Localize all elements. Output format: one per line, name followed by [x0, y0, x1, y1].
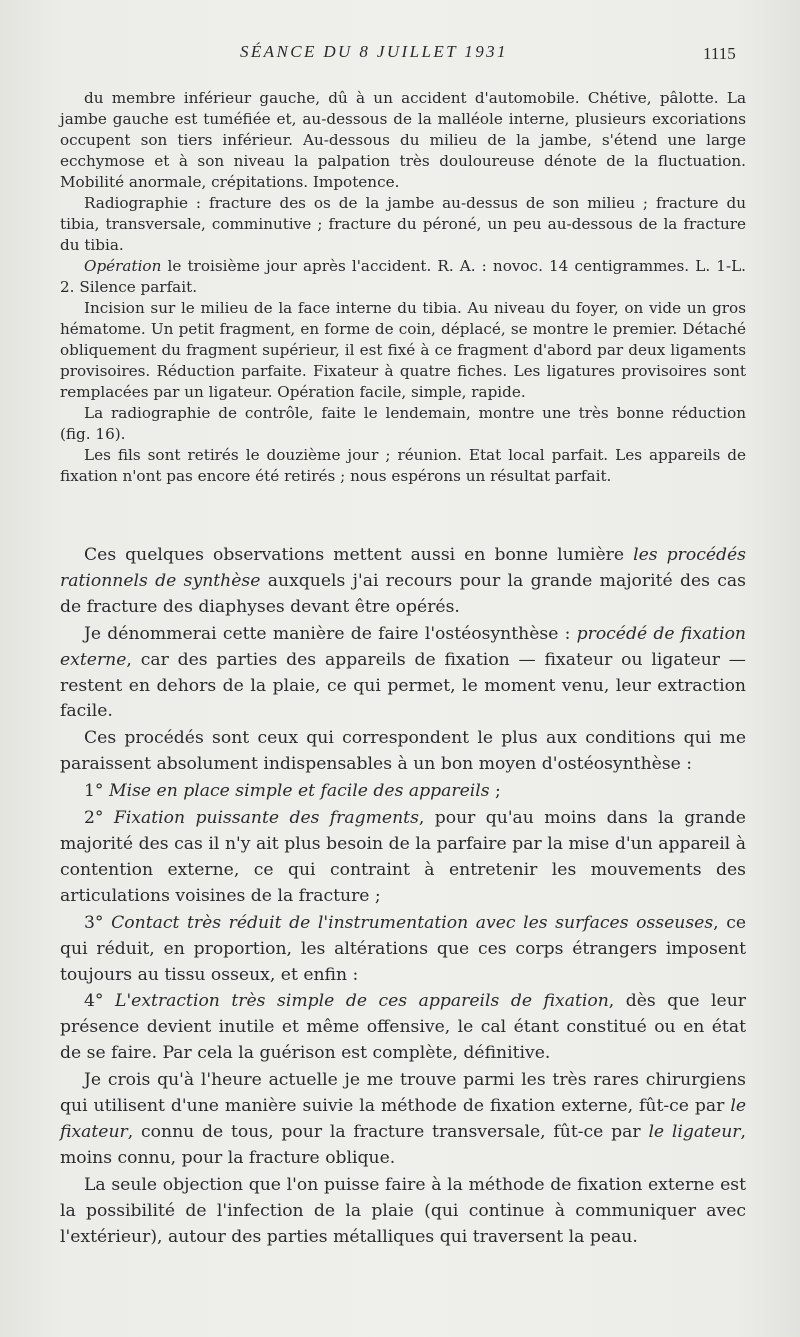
- main-paragraph-8: [60, 1068, 746, 1172]
- text-run: ;: [489, 781, 501, 802]
- text-run: auxquels j'ai recours pour la grande majorité des cas de fracture des diaphyses devant être opérés.: [60, 570, 747, 617]
- text-run: Ces quelques observations mettent aussi en bonne lumière: [84, 545, 634, 565]
- case-report-block: [60, 88, 746, 487]
- case-paragraph-5: La radiographie de contrôle, faite le lendemain, montre une très bonne réduction (fig. 16).: [60, 404, 746, 443]
- text-run: Je crois qu'à l'heure actuelle je me trouve parmi les très rares chirurgiens qui utilisent d'une manière suivie la méthode de fixation externe, fût-ce par: [60, 1070, 746, 1117]
- text-run: , dès que leur présence devient inutile et même offensive, le cal étant constitué ou en état de se faire. Par cela la guérison est complète, définitive.: [60, 991, 746, 1064]
- text-run: , pour qu'au moins dans la grande majorité des cas il n'y ait plus besoin de la parfaire par la mise d'un appareil à contention externe, ce qui contraint à entretenir les mouvements des articulations voisines de la fracture ;: [60, 808, 746, 906]
- case-paragraph-3-rest: le troisième jour après l'accident. R. A. : novoc. 14 centigrammes. L. 1-L. 2. Silence parfait.: [60, 257, 746, 296]
- main-paragraph-1: [60, 543, 746, 621]
- italic-run: Mise en place simple et facile des appareils: [109, 781, 490, 802]
- page-number: 1115: [703, 44, 736, 63]
- header-title: SÉANCE DU 8 JUILLET 1931: [240, 42, 508, 61]
- italic-run: le fixateur: [60, 1096, 746, 1142]
- case-paragraph-3-italic: Opération: [84, 257, 162, 275]
- main-text-block: [60, 543, 746, 1250]
- case-paragraph-6: Les fils sont retirés le douzième jour ; réunion. Etat local parfait. Les appareils de fixation n'ont pas encore été retirés ; nous espérons un résultat parfait.: [60, 446, 746, 485]
- case-paragraph-1: du membre inférieur gauche, dû à un accident d'automobile. Chétive, pâlotte. La jambe gauche est tuméfiée et, au-dessous de la malléole interne, plusieurs excoriations occupent son tiers inférieur. Au-dessous du milieu de la jambe, s'étend une large ecchymose et à son niveau la palpation très douloureuse dénote de la fluctuation. Mobilité anormale, crépitations. Impotence.: [60, 89, 746, 191]
- condition-4: [60, 989, 746, 1067]
- italic-run: Contact très réduit de l'instrumentation avec les surfaces osseuses: [111, 912, 714, 933]
- text-run: , ce qui réduit, en proportion, les altérations que ces corps étrangers imposent toujours au tissu osseux, et enfin :: [60, 912, 747, 985]
- main-paragraph-2: [60, 622, 746, 726]
- text-run: 1°: [84, 781, 109, 802]
- main-paragraph-3: Ces procédés sont ceux qui correspondent le plus aux conditions qui me paraissent absolument indispensables à un bon moyen d'ostéosynthèse :: [60, 728, 746, 775]
- case-paragraph-2: Radiographie : fracture des os de la jambe au-dessus de son milieu ; fracture du tibia, transversale, comminutive ; fracture du péroné, un peu au-dessous de la fracture du tibia.: [60, 194, 746, 254]
- italic-run: Fixation puissante des fragments: [113, 808, 419, 829]
- case-paragraph-3: [60, 256, 746, 298]
- text-run: , connu de tous, pour la fracture transversale, fût-ce par: [127, 1121, 649, 1142]
- italic-run: L'extraction très simple de ces appareils de fixation: [115, 991, 609, 1012]
- text-run: , moins connu, pour la fracture oblique.: [60, 1121, 746, 1168]
- text-run: 4°: [84, 991, 116, 1012]
- text-run: 2°: [84, 808, 114, 829]
- italic-run: le ligateur: [648, 1121, 741, 1142]
- text-run: , car des parties des appareils de fixation — fixateur ou ligateur — restent en dehors de la plaie, ce qui permet, le moment venu, leur extraction facile.: [60, 649, 746, 722]
- running-header: [0, 42, 800, 66]
- italic-run: procédé de fixation externe: [60, 623, 746, 670]
- text-run: 3°: [84, 912, 112, 933]
- main-paragraph-9: La seule objection que l'on puisse faire à la méthode de fixation externe est la possibilité de l'infection de la plaie (qui continue à communiquer avec l'extérieur), autour des parties métalliques qui traversent la peau.: [60, 1174, 746, 1247]
- condition-3: [60, 911, 746, 989]
- condition-2: [60, 806, 746, 910]
- italic-run: les procédés rationnels de synthèse: [60, 545, 746, 591]
- case-paragraph-4: Incision sur le milieu de la face interne du tibia. Au niveau du foyer, on vide un gros hématome. Un petit fragment, en forme de coin, déplacé, se montre le premier. Détaché obliquement du fragment supérieur, il est fixé à ce fragment d'abord par deux ligaments provisoires. Réduction parfaite. Fixateur à quatre fiches. Les ligatures provisoires sont remplacées par un ligateur. Opération facile, simple, rapide.: [60, 299, 746, 401]
- text-run: Je dénommerai cette manière de faire l'ostéosynthèse :: [84, 623, 577, 644]
- condition-1: [60, 779, 746, 805]
